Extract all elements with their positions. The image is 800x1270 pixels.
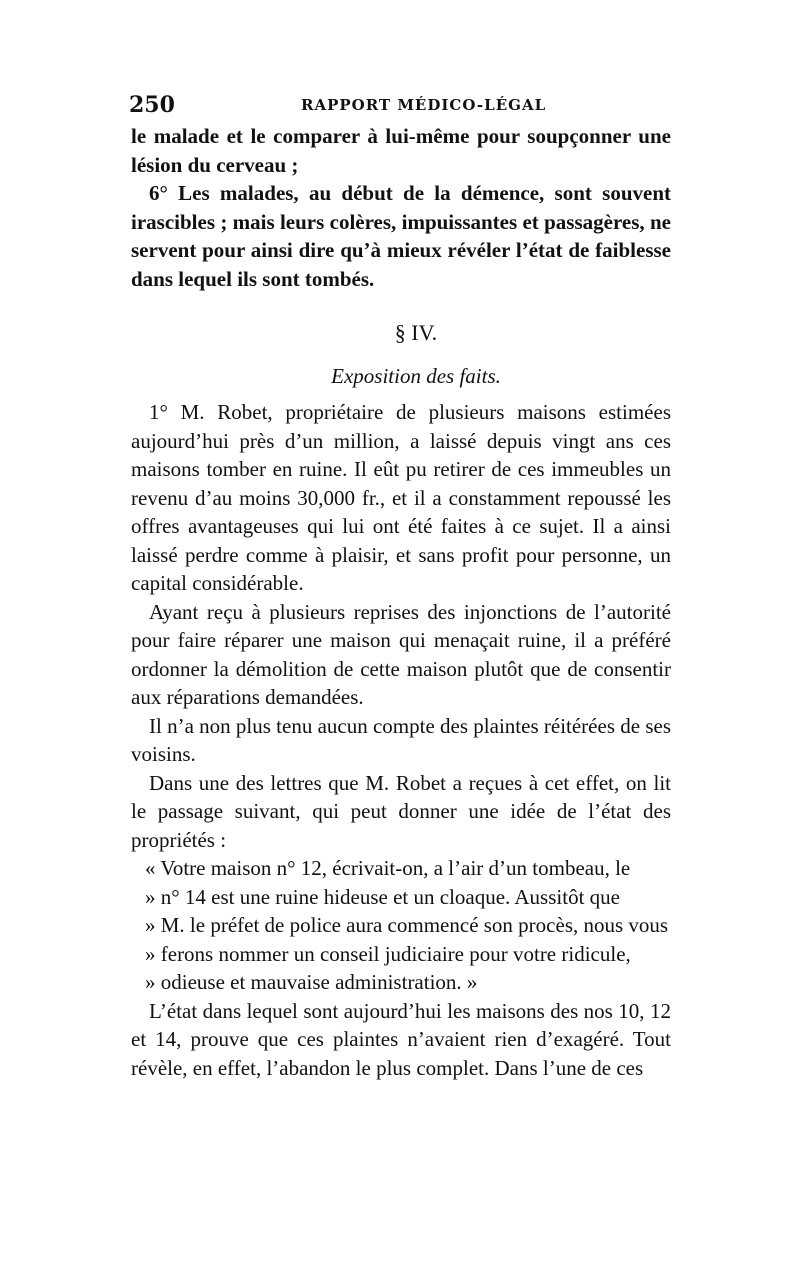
body-text (131, 122, 671, 1082)
paragraph-injunctions: Ayant reçu à plusieurs reprises des injonctions de l’autorité pour faire réparer une maison qui menaçait ruine, il a préféré ordonner la démolition de cette maison plutôt que de consentir aux réparations demandées. (131, 599, 671, 709)
paragraph-letter-intro: Dans une des lettres que M. Robet a reçues à cet effet, on lit le passage suivant, qui peut donner une idée de l’état des propriétés : (131, 770, 671, 852)
quote-line: » M. le préfet de police aura commencé son procès, nous vous (145, 913, 669, 937)
paragraph-fact-1: 1° M. Robet, propriétaire de plusieurs maisons estimées aujourd’hui près d’un million, a laissé depuis vingt ans ces maisons tomber en ruine. Il eût pu retirer de ces immeubles un revenu d’au moins 30,000 fr., et il a constamment repoussé les offres avantageuses qui lui ont été faites à ce sujet. Il a ainsi laissé perdre comme à plaisir, et sans profit pour personne, un capital considérable. (131, 400, 671, 595)
quote-line: » ferons nommer un conseil judiciaire pour votre ridicule, (145, 941, 631, 966)
section-title: § IV. (394, 320, 438, 345)
paragraph-point-6: 6° Les malades, au début de la démence, sont souvent irascibles ; mais leurs colères, impuissantes et passagères, ne servent pour ainsi dire qu’à mieux révéler l’état de faiblesse dans lequel ils sont tombés. (131, 181, 671, 291)
page-number: 250 (129, 92, 175, 118)
running-head: RAPPORT MÉDICO-LÉGAL (301, 96, 547, 114)
quote-line: » odieuse et mauvaise administration. » (145, 970, 478, 994)
paragraph-state-of-houses: L’état dans lequel sont aujourd’hui les maisons des nos 10, 12 et 14, prouve que ces plaintes n’avaient rien d’exagéré. Tout révèle, en effet, l’abandon le plus complet. Dans l’une de ces (131, 998, 671, 1080)
letter-quote (131, 854, 671, 997)
quote-line: » n° 14 est une ruine hideuse et un cloaque. Aussitôt que (145, 884, 620, 909)
section-subtitle: Exposition des faits. (331, 363, 501, 388)
paragraph-complaints: Il n’a non plus tenu aucun compte des plaintes réitérées de ses voisins. (131, 713, 671, 766)
quote-line: « Votre maison n° 12, écrivait-on, a l’air d’un tombeau, le (145, 856, 631, 880)
paragraph-continuation: le malade et le comparer à lui-même pour soupçonner une lésion du cerveau ; (131, 124, 671, 177)
page-header (129, 92, 671, 122)
